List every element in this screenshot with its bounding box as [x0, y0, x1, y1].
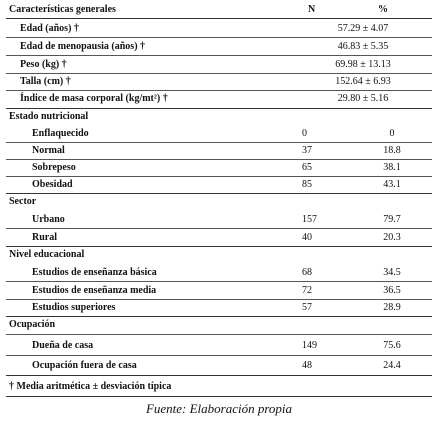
row-label: Sobrepeso [32, 162, 76, 173]
header-label: Características generales [9, 4, 116, 15]
table-row [6, 73, 432, 91]
table-row [6, 176, 432, 194]
row-label: Estudios superiores [32, 302, 116, 313]
section-header [6, 246, 432, 264]
row-divider [6, 355, 432, 356]
row-value: 29.80 ± 5.16 [337, 93, 389, 104]
table-row [6, 229, 432, 247]
row-label: Dueña de casa [32, 340, 94, 351]
section-title: Estado nutricional [9, 111, 89, 122]
row-n: 57 [302, 302, 312, 313]
section-title: Sector [9, 196, 37, 207]
row-pct: 0 [389, 128, 395, 139]
section-title: Ocupación [9, 319, 56, 330]
row-label: Peso (kg) † [20, 59, 67, 70]
row-n: 157 [302, 214, 317, 225]
section-header [6, 193, 432, 211]
section-title: Nivel educacional [9, 249, 85, 260]
row-pct: 24.4 [383, 360, 401, 371]
table-row [6, 20, 432, 38]
section-header [6, 316, 432, 334]
row-value: 57.29 ± 4.07 [337, 23, 389, 34]
row-label: Estudios de enseñanza básica [32, 267, 157, 278]
row-n: 37 [302, 145, 312, 156]
footnote: † Media aritmética ± desviación típica [9, 381, 172, 392]
table-bottom-border [6, 396, 432, 397]
row-label: Rural [32, 232, 57, 243]
row-pct: 75.6 [383, 340, 401, 351]
row-n: 149 [302, 340, 317, 351]
row-value: 152.64 ± 6.93 [335, 76, 391, 87]
row-divider [6, 375, 432, 376]
table-row [6, 90, 432, 108]
row-label: Edad (años) † [20, 23, 79, 34]
row-pct: 18.8 [383, 145, 401, 156]
row-n: 40 [302, 232, 312, 243]
section-header [6, 108, 432, 126]
row-value: 69.98 ± 13.13 [335, 59, 391, 70]
header-divider [6, 18, 432, 19]
row-pct: 38.1 [383, 162, 401, 173]
table-row [6, 56, 432, 74]
table-row [6, 264, 432, 282]
table-row [6, 357, 432, 375]
header-row [6, 0, 432, 20]
row-n: 72 [302, 285, 312, 296]
table-row [6, 38, 432, 56]
row-pct: 79.7 [383, 214, 401, 225]
row-pct: 28.9 [383, 302, 401, 313]
row-label: Urbano [32, 214, 65, 225]
row-label: Ocupación fuera de casa [32, 360, 137, 371]
row-value: 46.83 ± 5.35 [337, 41, 389, 52]
row-pct: 43.1 [383, 179, 401, 190]
row-pct: 36.5 [383, 285, 401, 296]
row-label: Obesidad [32, 179, 73, 190]
row-n: 65 [302, 162, 312, 173]
row-n: 0 [302, 128, 307, 139]
table-row [6, 337, 432, 355]
table-row [6, 125, 432, 143]
table-row [6, 282, 432, 300]
row-pct: 20.3 [383, 232, 401, 243]
header-n: N [308, 4, 316, 15]
row-n: 68 [302, 267, 312, 278]
source-caption: Fuente: Elaboración propia [145, 401, 293, 416]
footnote-row [6, 378, 432, 396]
table-row [6, 159, 432, 177]
row-label: Índice de masa corporal (kg/mt²) † [20, 93, 168, 104]
header-pct: % [378, 4, 388, 15]
row-n: 48 [302, 360, 312, 371]
row-pct: 34.5 [383, 267, 401, 278]
row-label: Talla (cm) † [20, 76, 71, 87]
row-label: Edad de menopausia (años) † [20, 41, 146, 52]
row-n: 85 [302, 179, 312, 190]
row-label: Enflaquecido [32, 128, 89, 139]
table-row [6, 142, 432, 160]
table-row [6, 299, 432, 317]
row-label: Estudios de enseñanza media [32, 285, 157, 296]
row-divider [6, 334, 432, 335]
row-label: Normal [32, 145, 65, 156]
table-row [6, 211, 432, 229]
